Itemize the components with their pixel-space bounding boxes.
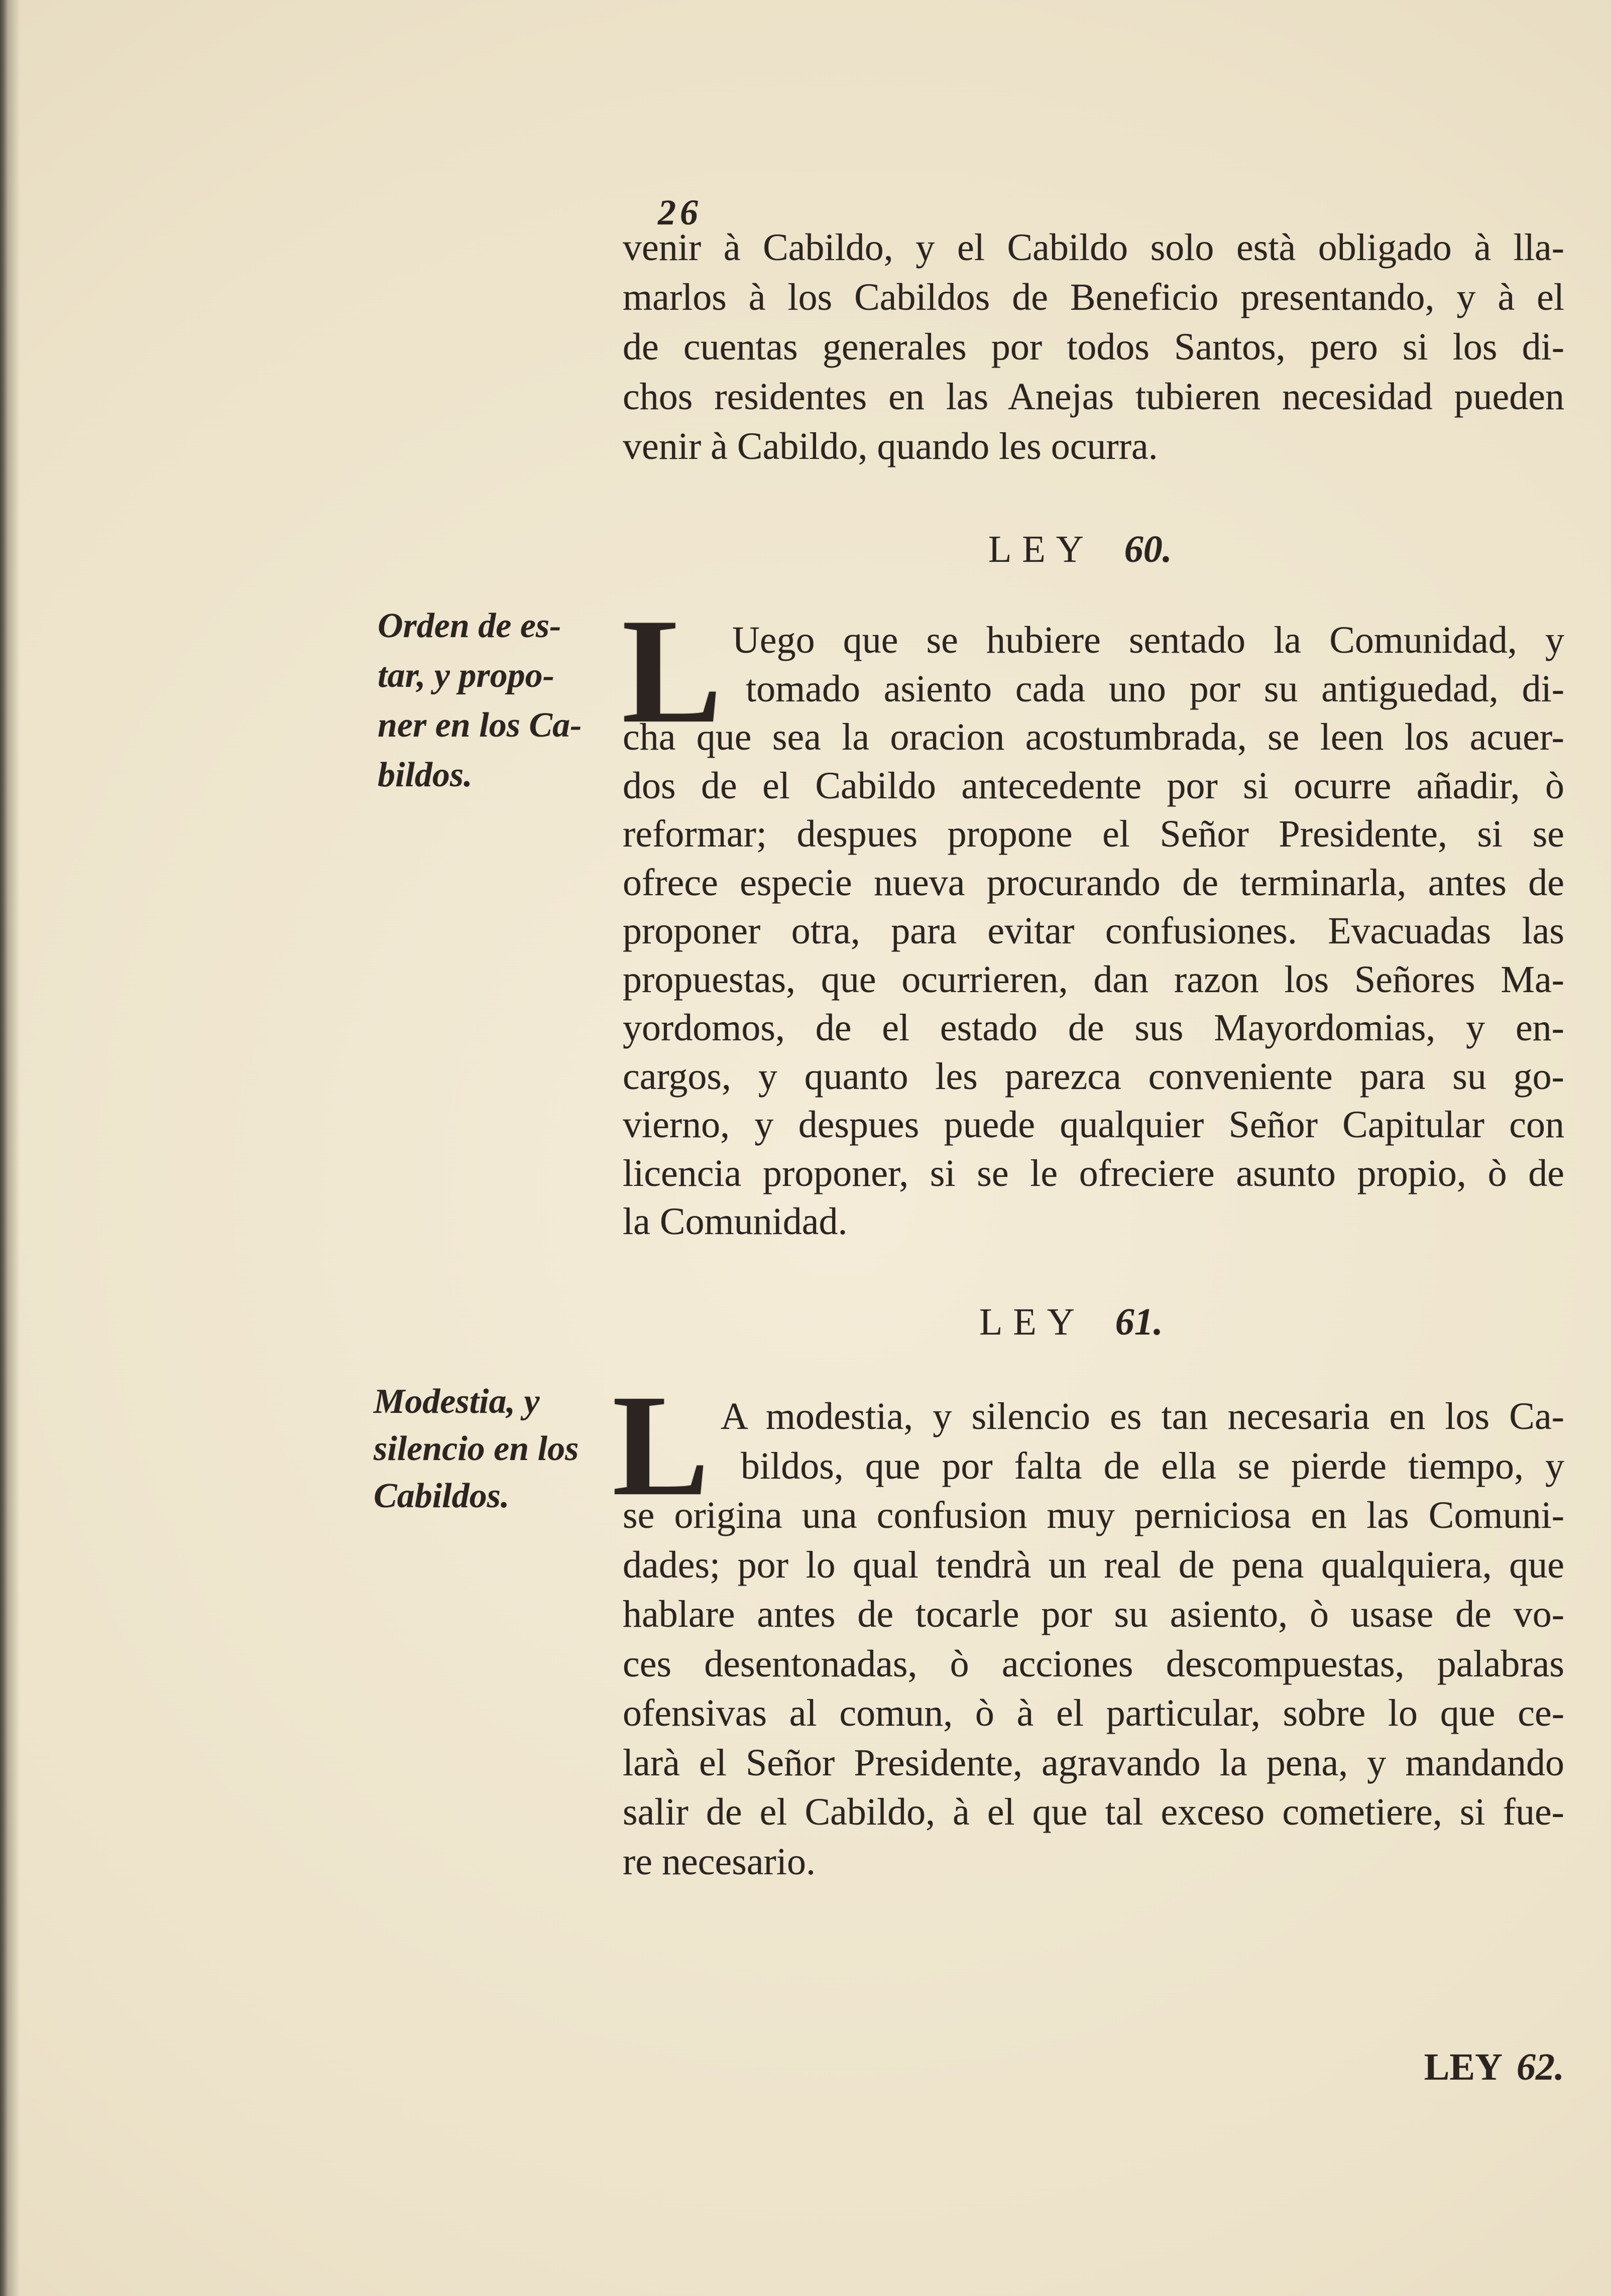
text-line: re necesario.	[623, 1840, 816, 1883]
text-line: chos residentes en las Anejas tubieren necesidad pueden	[623, 376, 1564, 418]
text-line: tomado asiento cada uno por su antiguedad, di-	[746, 667, 1564, 710]
margin-note	[378, 601, 582, 800]
margin-note-line: silencio en los	[374, 1429, 579, 1468]
text-line: marlos à los Cabildos de Beneficio presentando, y à el	[623, 276, 1564, 318]
catchword-number: 62.	[1517, 2046, 1564, 2088]
text-line: yordomos, de el estado de sus Mayordomias, y en-	[623, 1007, 1564, 1049]
margin-note-line: ner en los Ca-	[378, 706, 582, 745]
law-heading-label: LEY	[988, 528, 1094, 570]
text-line: dos de el Cabildo antecedente por si ocurre añadir, ò	[623, 764, 1564, 807]
drop-cap: L	[612, 1365, 710, 1526]
text-line: larà el Señor Presidente, agravando la pena, y mandando	[623, 1741, 1564, 1784]
text-line: hablare antes de tocarle por su asiento, ò usase de vo-	[623, 1593, 1564, 1635]
catchword-label: LEY	[1424, 2046, 1503, 2088]
law-paragraph	[623, 1392, 1564, 1886]
text-line: Uego que se hubiere sentado la Comunidad, y	[732, 619, 1564, 661]
text-line: la Comunidad.	[623, 1200, 848, 1243]
text-line: se origina una confusion muy perniciosa en las Comuni-	[623, 1494, 1564, 1536]
text-line: vierno, y despues puede qualquier Señor Capitular con	[623, 1104, 1564, 1146]
law-heading	[988, 524, 1172, 574]
text-line: licencia proponer, si se le ofreciere asunto propio, ò de	[623, 1152, 1564, 1194]
text-line: venir à Cabildo, y el Cabildo solo està obligado à lla-	[623, 226, 1564, 269]
text-line: ofrece especie nueva procurando de terminarla, antes de	[623, 861, 1564, 904]
law-heading-number: 60.	[1124, 528, 1172, 570]
law-heading-number: 61.	[1115, 1301, 1163, 1343]
text-line: propuestas, que ocurrieren, dan razon los Señores Ma-	[623, 958, 1564, 1001]
catchword	[1424, 2042, 1564, 2092]
text-line: de cuentas generales por todos Santos, pero si los di-	[623, 326, 1564, 368]
text-line: ces desentonadas, ò acciones descompuestas, palabras	[623, 1642, 1564, 1685]
text-line: proponer otra, para evitar confusiones. Evacuadas las	[623, 910, 1564, 952]
margin-note-line: bildos.	[378, 756, 473, 794]
text-line: cargos, y quanto les parezca conveniente para su go-	[623, 1055, 1564, 1098]
margin-note-line: Orden de es-	[378, 607, 561, 645]
margin-note-line: tar, y propo-	[378, 656, 554, 695]
page-number: 26	[658, 192, 702, 232]
text-line: reformar; despues propone el Señor Presidente, si se	[623, 813, 1564, 855]
drop-cap: L	[622, 587, 723, 754]
text-line: A modestia, y silencio es tan necesaria en los Ca-	[721, 1395, 1564, 1437]
law-paragraph	[623, 616, 1564, 1246]
margin-note-line: Cabildos.	[374, 1477, 510, 1515]
text-line: dades; por lo qual tendrà un real de pena qualquiera, que	[623, 1543, 1564, 1586]
text-line: cha que sea la oracion acostumbrada, se leen los acuer-	[623, 716, 1564, 758]
law-heading	[979, 1297, 1163, 1347]
text-line: venir à Cabildo, quando les ocurra.	[623, 425, 1158, 467]
law-heading-label: LEY	[979, 1301, 1085, 1343]
text-line: salir de el Cabildo, à el que tal exceso cometiere, si fue-	[623, 1791, 1564, 1833]
margin-note-line: Modestia, y	[374, 1382, 540, 1421]
text-line: bildos, que por falta de ella se pierde tiempo, y	[741, 1444, 1564, 1487]
page-edge-shadow	[0, 0, 20, 2296]
text-line: ofensivas al comun, ò à el particular, sobre lo que ce-	[623, 1692, 1564, 1734]
continuation-paragraph	[623, 223, 1564, 471]
margin-note	[374, 1378, 579, 1520]
